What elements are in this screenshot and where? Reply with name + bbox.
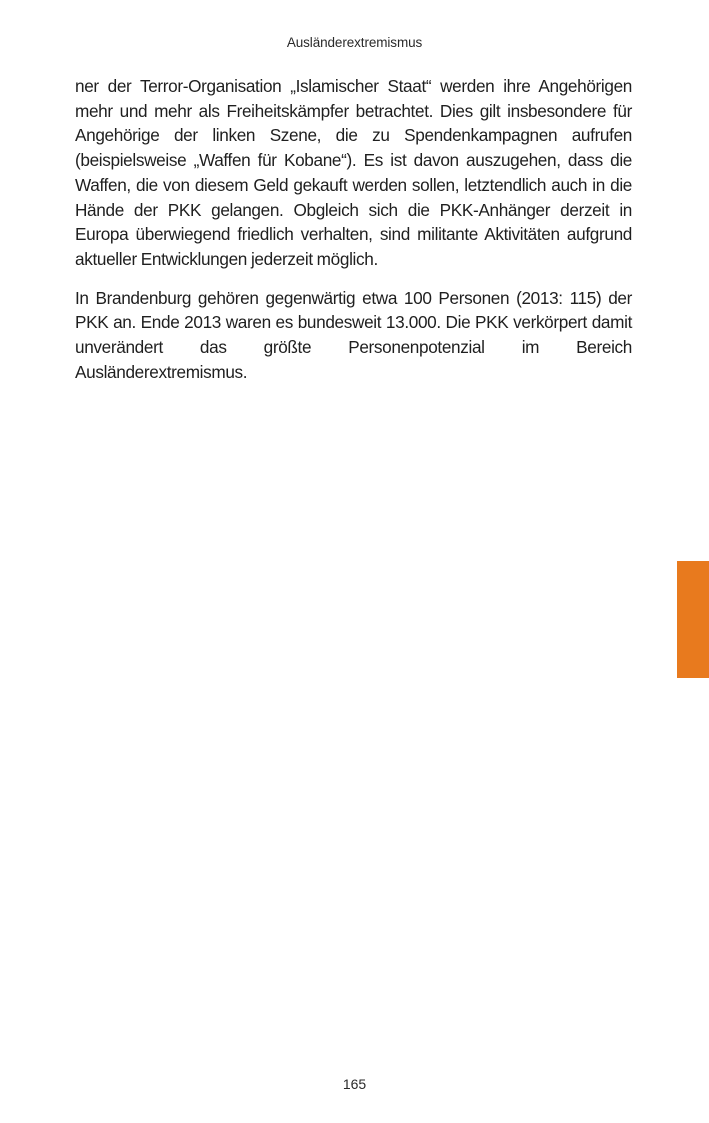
running-header-title: Ausländerextremismus <box>286 35 423 50</box>
page-number: 165 <box>342 1076 367 1092</box>
body-text <box>75 74 632 398</box>
chapter-thumb-tab <box>677 561 709 678</box>
paragraph-1: ner der Terror-Organisation „Islamischer Staat“ werden ihre Angehörigen mehr und mehr als Freiheitskämpfer betrachtet. Dies gilt insbesondere für Angehörige der linken Szene, die zu Spendenkampagnen aufrufen (beispielsweise „Waffen für Kobane“). Es ist davon auszugehen, dass die Waffen, die von diesem Geld gekauft werden sollen, letztendlich auch in die Hände der PKK gelangen. Obgleich sich die PKK-Anhänger derzeit in Europa überwiegend friedlich verhalten, sind militante Aktivitäten aufgrund aktueller Entwicklungen jederzeit möglich. <box>75 76 632 269</box>
paragraph-2: In Brandenburg gehören gegenwärtig etwa 100 Personen (2013: 115) der PKK an. Ende 2013 waren es bundesweit 13.000. Die PKK verkörpert damit unverändert das größte Personenpotenzial im Bereich Ausländerextremismus. <box>75 287 632 382</box>
